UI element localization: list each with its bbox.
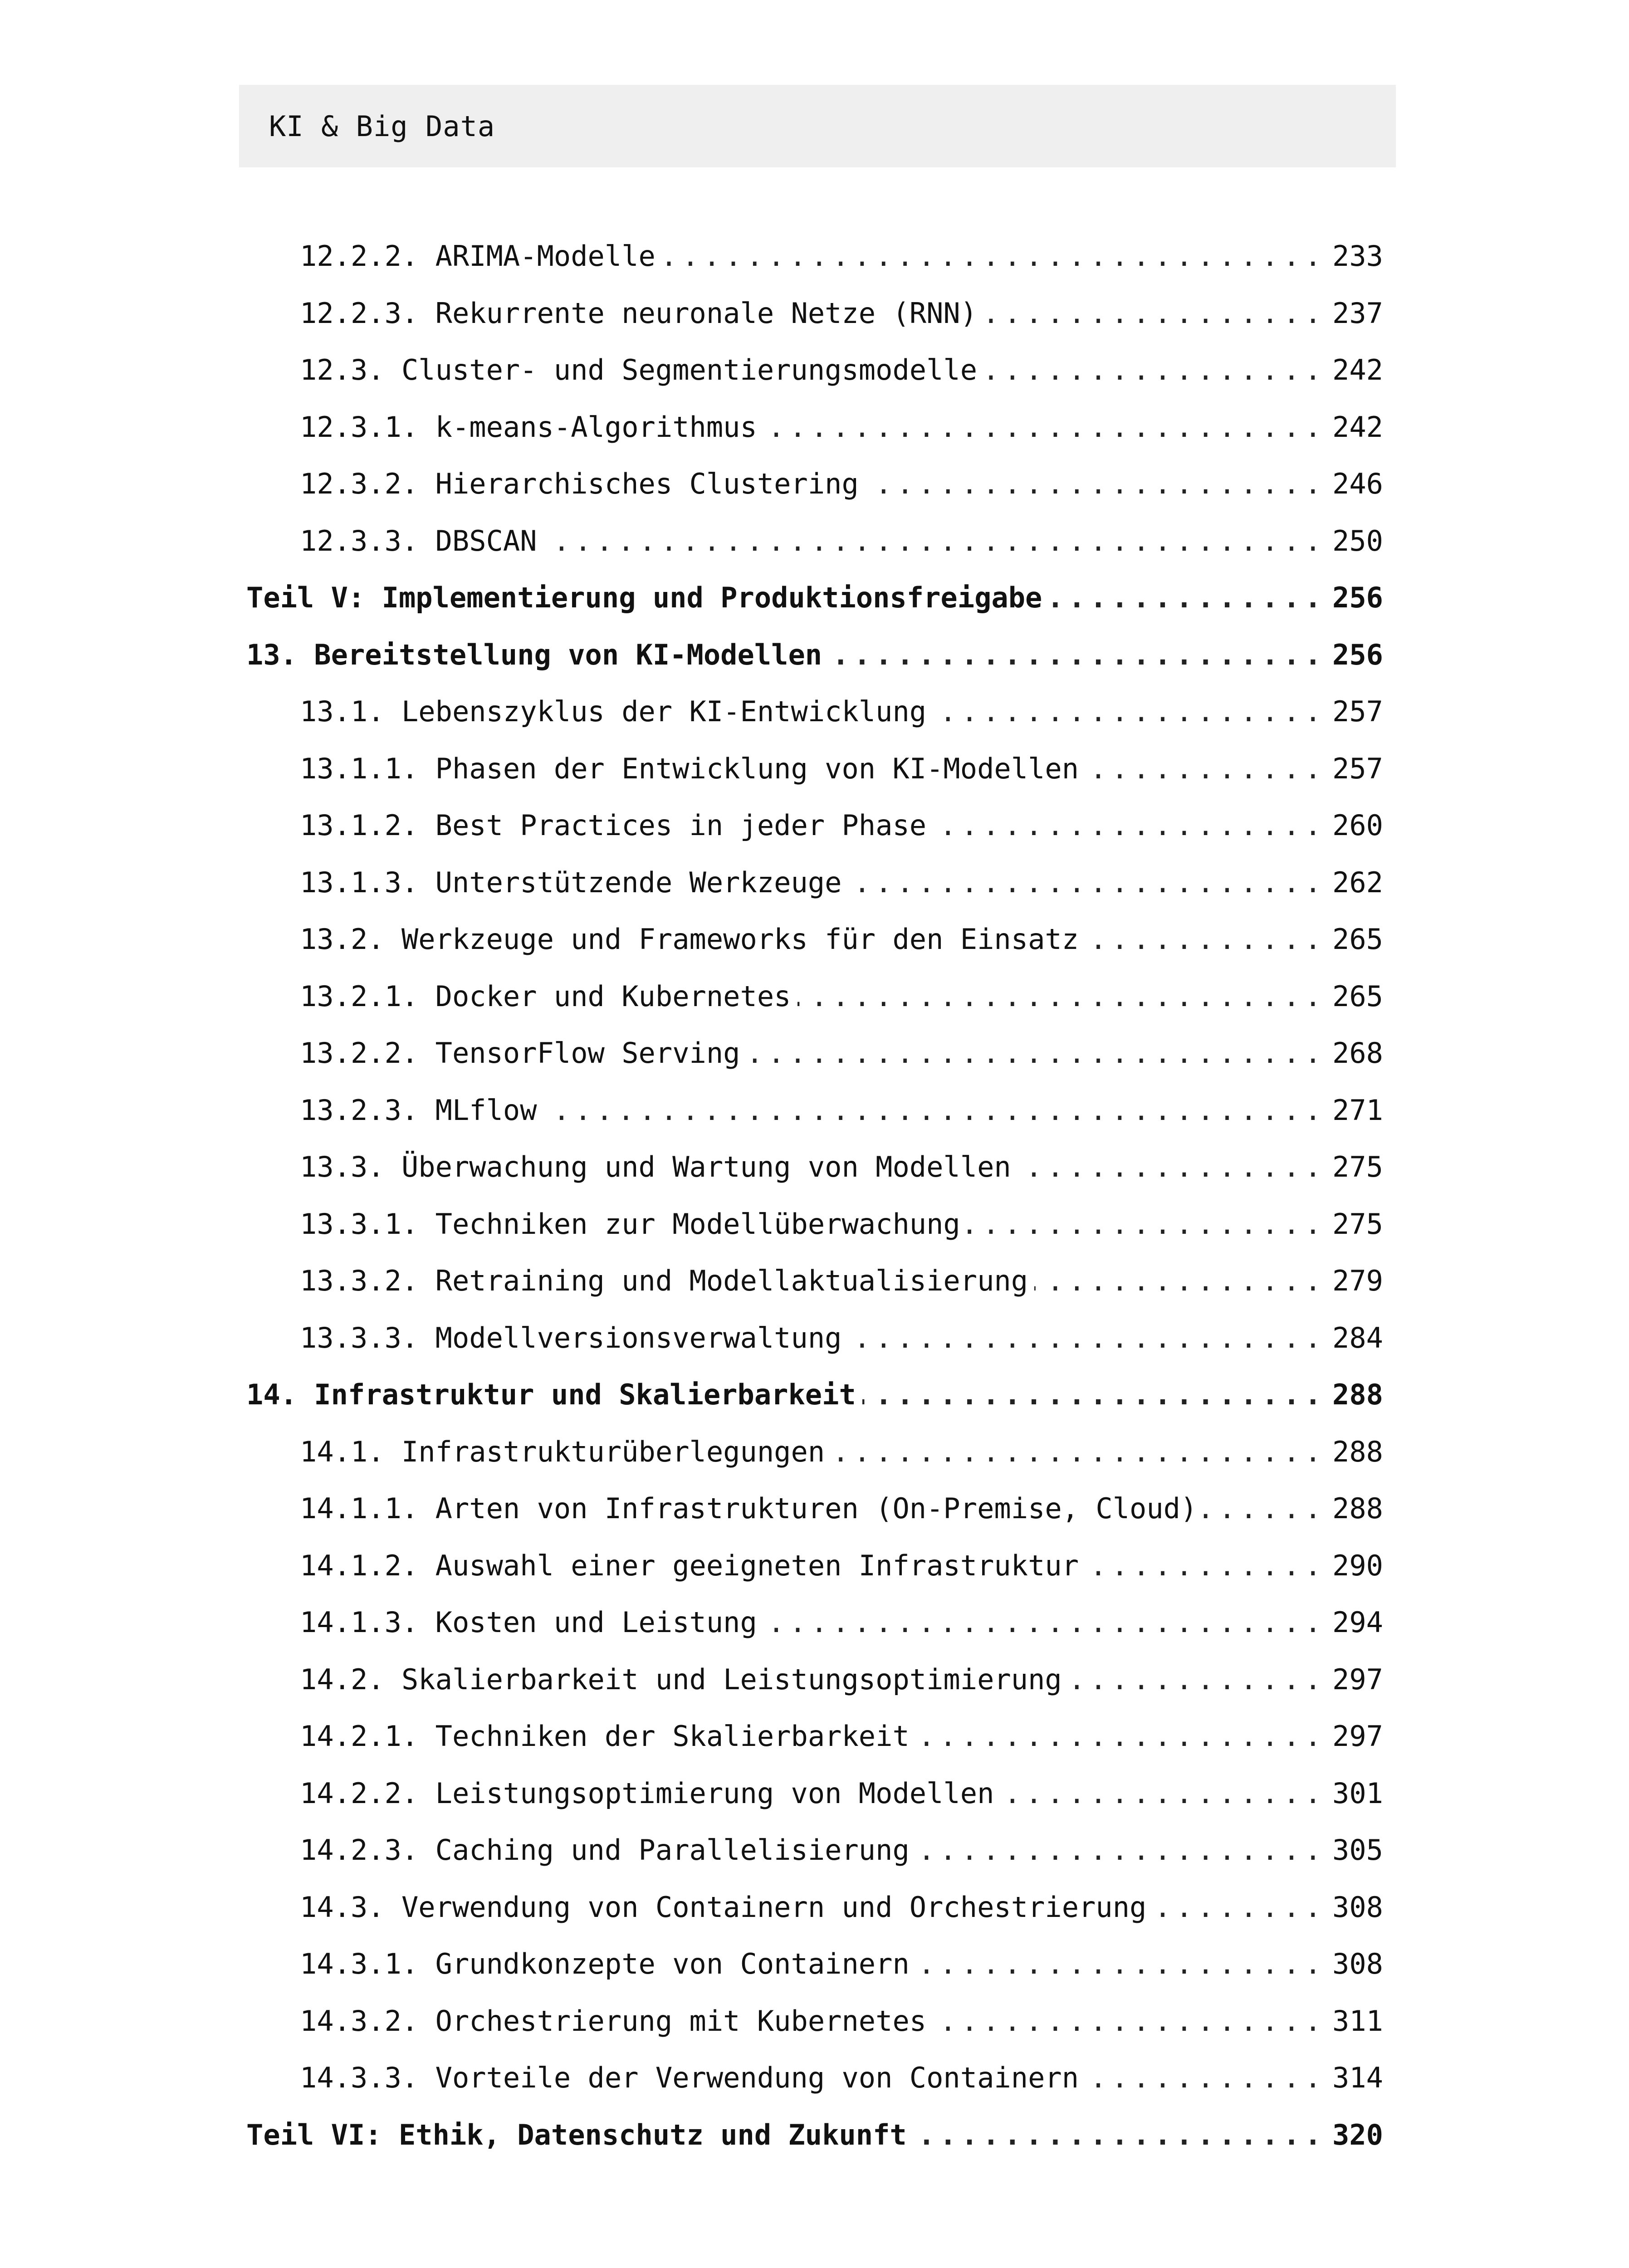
toc-entry[interactable]: [246, 1374, 1383, 1415]
toc-dot-leader: [916, 1944, 1326, 1984]
toc-dot-leader: [862, 1374, 1326, 1415]
toc-entry-title: 14.2.1. Techniken der Skalierbarkeit: [300, 1720, 910, 1753]
toc-entry[interactable]: [300, 1318, 1383, 1359]
toc-entry[interactable]: [300, 521, 1383, 562]
toc-entry-title: 13.2.3. MLflow: [300, 1094, 537, 1127]
toc-dot-leader: [828, 635, 1326, 675]
toc-dot-leader: [1085, 748, 1326, 789]
toc-entry-page: 256: [1332, 638, 1383, 671]
toc-entry-title: 14.3. Verwendung von Containern und Orchestrierung: [300, 1891, 1147, 1924]
toc-entry-title: 13.1. Lebenszyklus der KI-Entwicklung: [300, 695, 927, 728]
toc-entry[interactable]: [246, 635, 1383, 675]
toc-dot-leader: [916, 1830, 1326, 1871]
toc-entry-title: 14.3.2. Orchestrierung mit Kubernetes: [300, 2004, 927, 2038]
toc-entry[interactable]: [300, 976, 1383, 1017]
toc-entry[interactable]: [300, 919, 1383, 960]
toc-dot-leader: [916, 1716, 1326, 1757]
toc-entry-title: Teil VI: Ethik, Datenschutz und Zukunft: [246, 2118, 907, 2151]
header-title: KI & Big Data: [269, 109, 495, 143]
toc-dot-leader: [1048, 577, 1326, 618]
toc-dot-leader: [763, 1602, 1326, 1643]
toc-entry-title: 13.1.2. Best Practices in jeder Phase: [300, 809, 927, 842]
toc-dot-leader: [831, 1432, 1326, 1472]
toc-entry[interactable]: [300, 350, 1383, 391]
toc-entry[interactable]: [300, 1944, 1383, 1984]
toc-entry-page: 314: [1332, 2061, 1383, 2094]
toc-entry-page: 257: [1332, 752, 1383, 785]
toc-dot-leader: [1068, 1659, 1326, 1700]
toc-entry-page: 246: [1332, 467, 1383, 500]
toc-entry-page: 288: [1332, 1492, 1383, 1525]
toc-dot-leader: [543, 1090, 1326, 1131]
toc-entry[interactable]: [300, 1716, 1383, 1757]
toc-dot-leader: [983, 350, 1326, 391]
toc-entry[interactable]: [300, 1488, 1383, 1529]
toc-dot-leader: [1018, 1147, 1326, 1188]
toc-entry-page: 308: [1332, 1891, 1383, 1924]
toc-entry[interactable]: [300, 1659, 1383, 1700]
toc-entry[interactable]: [300, 1887, 1383, 1928]
toc-entry[interactable]: [300, 862, 1383, 903]
toc-entry-title: 14.1.1. Arten von Infrastrukturen (On-Premise, Cloud): [300, 1492, 1198, 1525]
toc-entry[interactable]: [246, 2115, 1383, 2156]
toc-entry-title: 13.1.1. Phasen der Entwicklung von KI-Modellen: [300, 752, 1079, 785]
toc-entry-title: 12.2.3. Rekurrente neuronale Netze (RNN): [300, 297, 978, 330]
toc-entry-title: 14.1.3. Kosten und Leistung: [300, 1606, 757, 1639]
toc-entry-title: 13.3. Überwachung und Wartung von Modellen: [300, 1150, 1011, 1183]
toc-entry-page: 301: [1332, 1777, 1383, 1810]
toc-entry-page: 279: [1332, 1264, 1383, 1297]
toc-entry-page: 320: [1332, 2118, 1383, 2151]
toc-entry-title: 13. Bereitstellung von KI-Modellen: [246, 638, 822, 671]
toc-entry-page: 257: [1332, 695, 1383, 728]
toc-entry-page: 288: [1332, 1435, 1383, 1468]
toc-entry[interactable]: [300, 748, 1383, 789]
toc-entry-page: 308: [1332, 1947, 1383, 1980]
toc-entry[interactable]: [300, 293, 1383, 334]
toc-entry[interactable]: [246, 577, 1383, 618]
toc-entry-title: 14.1.2. Auswahl einer geeigneten Infrastruktur: [300, 1549, 1079, 1582]
running-header: [239, 85, 1396, 167]
toc-entry[interactable]: [300, 2058, 1383, 2098]
toc-dot-leader: [848, 862, 1326, 903]
toc-dot-leader: [763, 407, 1326, 448]
toc-dot-leader: [1000, 1773, 1326, 1814]
toc-dot-leader: [1085, 2058, 1326, 2098]
toc-dot-leader: [1203, 1488, 1326, 1529]
toc-entry[interactable]: [300, 407, 1383, 448]
toc-entry-page: 284: [1332, 1321, 1383, 1354]
toc-entry-title: 14.2. Skalierbarkeit und Leistungsoptimierung: [300, 1663, 1062, 1696]
toc-entry-page: 311: [1332, 2004, 1383, 2038]
toc-dot-leader: [967, 1204, 1326, 1245]
toc-dot-leader: [913, 2115, 1326, 2156]
toc-entry-page: 268: [1332, 1036, 1383, 1070]
toc-entry-title: 12.3.2. Hierarchisches Clustering: [300, 467, 859, 500]
toc-entry-title: 12.2.2. ARIMA-Modelle: [300, 240, 656, 273]
toc-entry-title: 13.3.2. Retraining und Modellaktualisierung: [300, 1264, 1028, 1297]
toc-entry-page: 271: [1332, 1094, 1383, 1127]
toc-dot-leader: [747, 1033, 1326, 1074]
toc-entry-title: 14.2.2. Leistungsoptimierung von Modellen: [300, 1777, 994, 1810]
toc-entry[interactable]: [300, 1545, 1383, 1586]
toc-entry-title: 13.2.2. TensorFlow Serving: [300, 1036, 740, 1070]
toc-entry-page: 262: [1332, 866, 1383, 899]
toc-entry-title: 12.3. Cluster- und Segmentierungsmodelle: [300, 353, 978, 386]
toc-entry-page: 290: [1332, 1549, 1383, 1582]
toc-dot-leader: [1085, 919, 1326, 960]
toc-entry-page: 288: [1332, 1378, 1383, 1411]
toc-entry[interactable]: [300, 1261, 1383, 1301]
toc-dot-leader: [543, 521, 1326, 562]
toc-entry[interactable]: [300, 1204, 1383, 1245]
toc-entry[interactable]: [300, 1432, 1383, 1472]
toc-entry-title: 14. Infrastruktur und Skalierbarkeit: [246, 1378, 856, 1411]
toc-entry-title: 13.3.1. Techniken zur Modellüberwachung: [300, 1207, 960, 1241]
toc-entry-page: 275: [1332, 1150, 1383, 1183]
toc-entry-title: 14.1. Infrastrukturüberlegungen: [300, 1435, 825, 1468]
toc-entry-page: 265: [1332, 980, 1383, 1013]
toc-dot-leader: [933, 2001, 1326, 2042]
toc-dot-leader: [933, 691, 1326, 732]
toc-entry-title: 12.3.3. DBSCAN: [300, 524, 537, 557]
toc-entry[interactable]: [300, 2001, 1383, 2042]
toc-entry-title: 13.1.3. Unterstützende Werkzeuge: [300, 866, 842, 899]
toc-entry-page: 237: [1332, 297, 1383, 330]
toc-dot-leader: [797, 976, 1326, 1017]
toc-entry-title: 13.2.1. Docker und Kubernetes: [300, 980, 791, 1013]
toc-entry[interactable]: [300, 1773, 1383, 1814]
toc-entry-page: 260: [1332, 809, 1383, 842]
toc-entry-page: 294: [1332, 1606, 1383, 1639]
toc-dot-leader: [983, 293, 1326, 334]
toc-entry-title: 14.3.3. Vorteile der Verwendung von Containern: [300, 2061, 1079, 2094]
toc-entry[interactable]: [300, 691, 1383, 732]
toc-entry-title: Teil V: Implementierung und Produktionsfreigabe: [246, 581, 1042, 614]
toc-entry-title: 14.3.1. Grundkonzepte von Containern: [300, 1947, 910, 1980]
toc-dot-leader: [1034, 1261, 1326, 1301]
toc-entry[interactable]: [300, 464, 1383, 504]
toc-entry-page: 297: [1332, 1663, 1383, 1696]
toc-entry-page: 275: [1332, 1207, 1383, 1241]
toc-entry-title: 12.3.1. k-means-Algorithmus: [300, 411, 757, 444]
toc-dot-leader: [1085, 1545, 1326, 1586]
toc-entry[interactable]: [300, 1147, 1383, 1188]
toc-dot-leader: [933, 805, 1326, 846]
toc-entry-page: 242: [1332, 353, 1383, 386]
toc-entry-page: 256: [1332, 581, 1383, 614]
toc-entry[interactable]: [300, 1033, 1383, 1074]
toc-entry[interactable]: [300, 805, 1383, 846]
toc-entry-page: 265: [1332, 923, 1383, 956]
toc-entry-page: 242: [1332, 411, 1383, 444]
toc-dot-leader: [662, 236, 1326, 277]
toc-entry-page: 233: [1332, 240, 1383, 273]
toc-entry[interactable]: [300, 1602, 1383, 1643]
toc-dot-leader: [848, 1318, 1326, 1359]
toc-entry-title: 13.3.3. Modellversionsverwaltung: [300, 1321, 842, 1354]
toc-entry-page: 250: [1332, 524, 1383, 557]
toc-entry-page: 297: [1332, 1720, 1383, 1753]
toc-entry[interactable]: [300, 236, 1383, 277]
toc-entry[interactable]: [300, 1830, 1383, 1871]
toc-dot-leader: [865, 464, 1326, 504]
toc-entry[interactable]: [300, 1090, 1383, 1131]
toc-entry-page: 305: [1332, 1833, 1383, 1867]
toc-entry-title: 14.2.3. Caching und Parallelisierung: [300, 1833, 910, 1867]
toc-entry-title: 13.2. Werkzeuge und Frameworks für den Einsatz: [300, 923, 1079, 956]
toc-dot-leader: [1153, 1887, 1326, 1928]
